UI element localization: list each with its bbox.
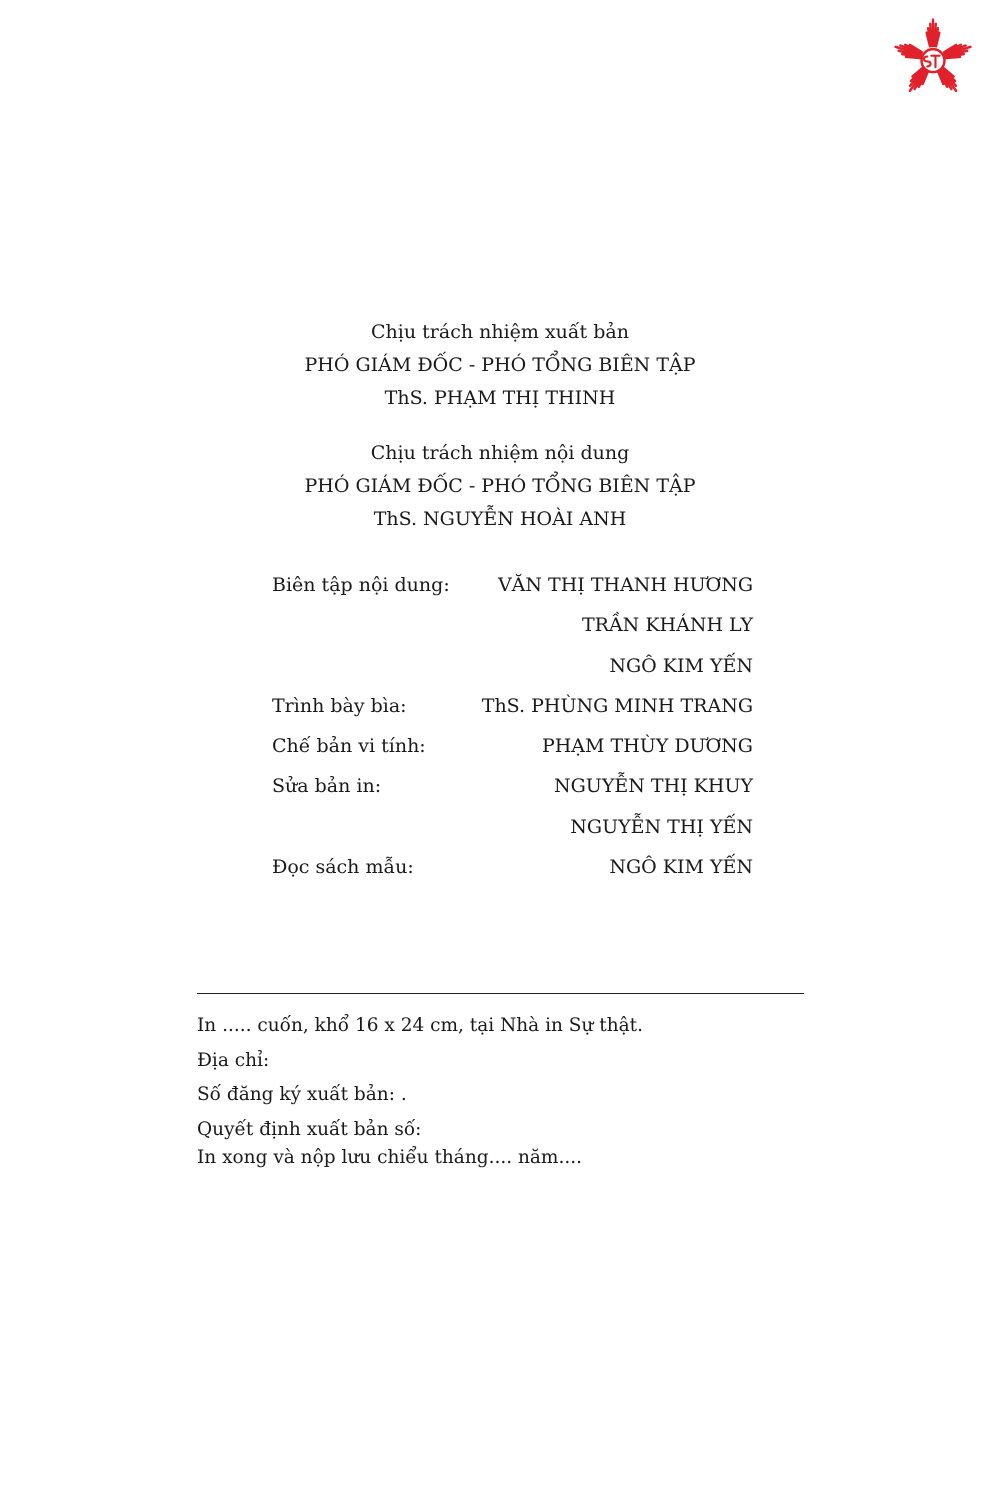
content-responsibility xyxy=(0,437,1000,536)
content-responsibility-heading: Chịu trách nhiệm nội dung xyxy=(370,442,630,464)
publisher-star-logo-icon xyxy=(892,18,974,100)
credit-name: PHẠM THÙY DƯƠNG xyxy=(541,735,753,758)
credit-name: NGÔ KIM YẾN xyxy=(609,856,753,879)
publishing-responsibility-title: PHÓ GIÁM ĐỐC - PHÓ TỔNG BIÊN TẬP xyxy=(304,354,696,376)
credit-row xyxy=(272,767,753,807)
publishing-responsibility-heading: Chịu trách nhiệm xuất bản xyxy=(371,321,629,343)
imprint-registration: Số đăng ký xuất bản: . xyxy=(197,1084,407,1105)
imprint-divider xyxy=(197,993,804,994)
imprint-decision: Quyết định xuất bản số: xyxy=(197,1118,422,1140)
credit-row xyxy=(272,808,753,848)
imprint-completion: In xong và nộp lưu chiểu tháng.... năm.... xyxy=(197,1146,582,1168)
credit-name: NGUYỄN THỊ YẾN xyxy=(570,815,753,838)
credit-row xyxy=(272,647,753,687)
logo-ray xyxy=(930,24,932,46)
publishing-responsibility-name: ThS. PHẠM THỊ THINH xyxy=(384,387,616,409)
imprint-address: Địa chỉ: xyxy=(197,1049,270,1071)
credit-name: NGÔ KIM YẾN xyxy=(609,654,753,677)
credit-role: Chế bản vi tính: xyxy=(272,735,426,758)
credit-name: TRẦN KHÁNH LY xyxy=(581,614,753,637)
content-responsibility-title: PHÓ GIÁM ĐỐC - PHÓ TỔNG BIÊN TẬP xyxy=(304,475,696,497)
imprint-print-run: In ..... cuốn, khổ 16 x 24 cm, tại Nhà in Sự thật. xyxy=(197,1015,643,1036)
credit-role: Đọc sách mẫu: xyxy=(272,856,414,879)
content-responsibility-name: ThS. NGUYỄN HOÀI ANH xyxy=(373,508,627,530)
credit-role: Sửa bản in: xyxy=(272,775,382,798)
credit-role: Trình bày bìa: xyxy=(272,694,407,717)
credit-row xyxy=(272,687,753,727)
credit-row xyxy=(272,727,753,767)
publishing-responsibility xyxy=(0,316,1000,415)
credit-role: Biên tập nội dung: xyxy=(272,574,450,596)
logo-ray xyxy=(946,57,960,58)
credit-row xyxy=(272,848,753,888)
imprint-block xyxy=(197,1010,817,1176)
credit-row xyxy=(272,566,753,606)
credit-row xyxy=(272,606,753,646)
credits-list xyxy=(272,566,753,888)
credit-name: NGUYỄN THỊ KHUY xyxy=(554,775,753,798)
credit-name: ThS. PHÙNG MINH TRANG xyxy=(481,694,753,717)
credit-name: VĂN THỊ THANH HƯƠNG xyxy=(497,574,753,596)
